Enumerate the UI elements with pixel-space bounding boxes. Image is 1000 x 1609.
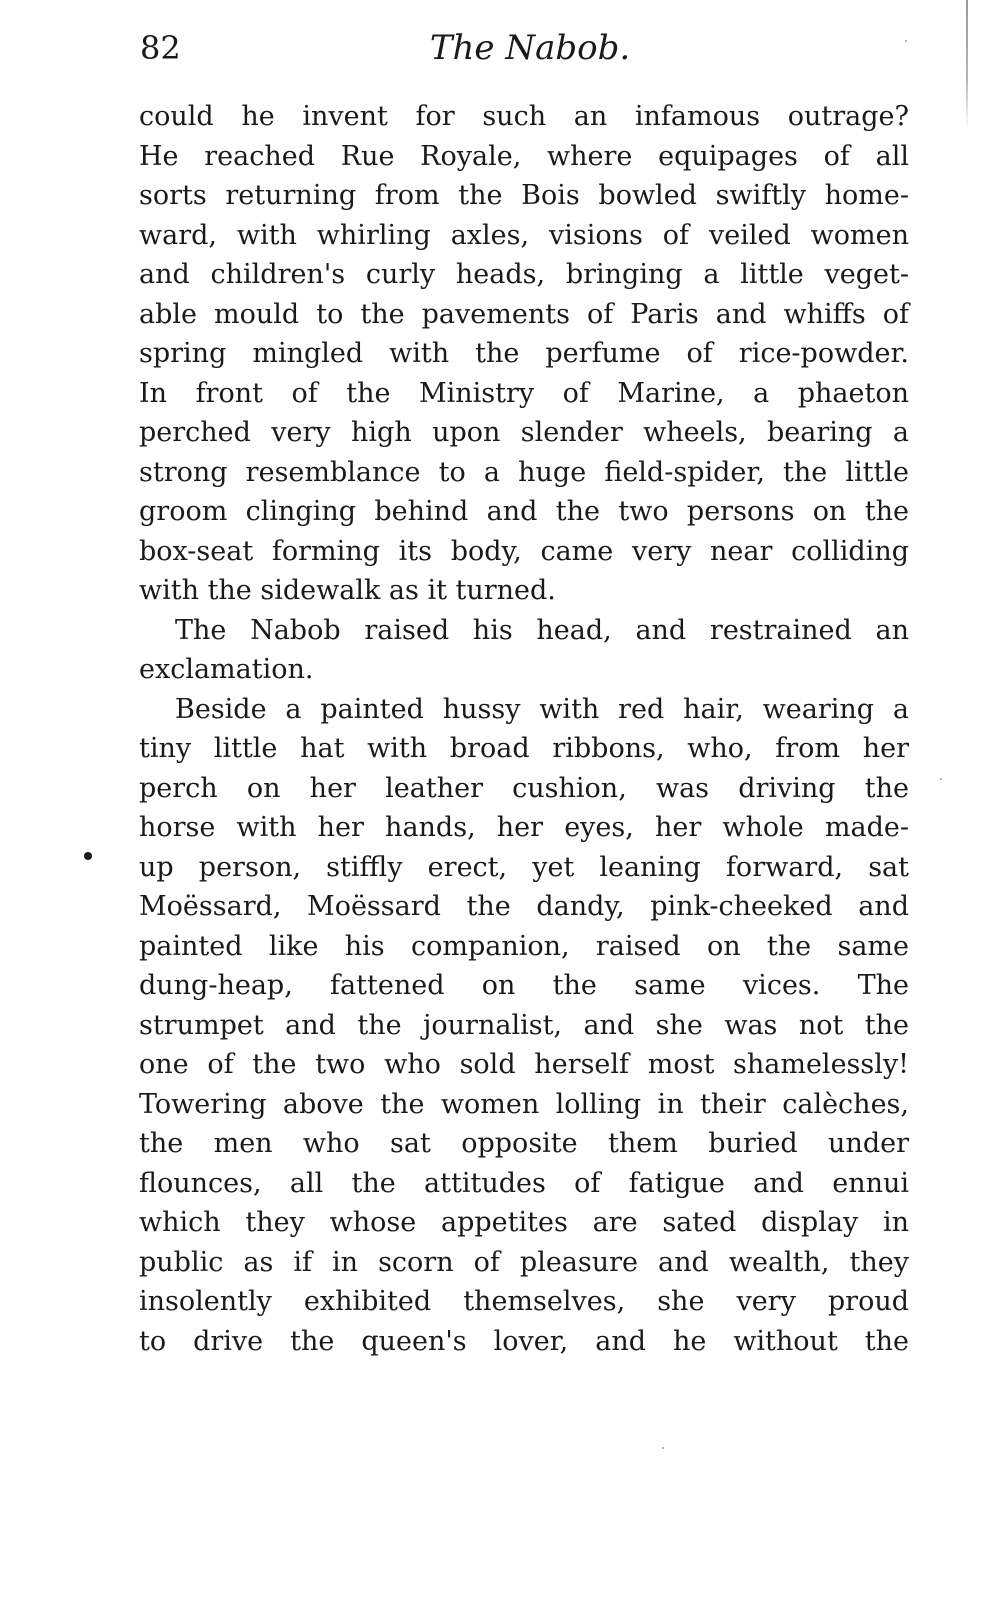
page-number: 82 (140, 29, 181, 67)
text-line: ward, with whirling axles, visions of veiled women (139, 219, 909, 251)
text-line: tiny little hat with broad ribbons, who, from her (139, 733, 909, 764)
text-line: perched very high upon slender wheels, bearing a (139, 417, 909, 448)
text-line: Beside a painted hussy with red hair, wearing a (175, 693, 909, 725)
text-line: flounces, all the attitudes of fatigue and ennui (139, 1167, 909, 1199)
text-line: perch on her leather cushion, was driving the (139, 772, 909, 804)
text-line: which they whose appetites are sated display in (139, 1207, 909, 1238)
text-line: Towering above the women lolling in their calèches, (139, 1088, 909, 1120)
body-text (139, 97, 909, 1361)
running-title: The Nabob. (429, 28, 631, 68)
text-line: could he invent for such an infamous outrage? (139, 101, 909, 132)
margin-bullet-mark (84, 852, 92, 860)
text-line: and children's curly heads, bringing a little veget- (139, 259, 909, 290)
text-line: groom clinging behind and the two persons on the (139, 496, 909, 527)
text-line: insolently exhibited themselves, she very proud (139, 1286, 909, 1317)
text-line: box-seat forming its body, came very near colliding (139, 535, 909, 567)
text-line: horse with her hands, her eyes, her whole made- (139, 812, 909, 843)
scan-speck (940, 778, 942, 780)
text-line: exclamation. (139, 654, 314, 685)
scan-edge-mark (966, 0, 968, 130)
text-line: able mould to the pavements of Paris and whiffs of (139, 298, 909, 330)
text-line: the men who sat opposite them buried under (139, 1128, 909, 1159)
text-line: The Nabob raised his head, and restrained an (175, 614, 909, 646)
text-line: with the sidewalk as it turned. (139, 575, 556, 606)
text-line: strumpet and the journalist, and she was not the (139, 1009, 909, 1041)
page-header (140, 28, 920, 76)
text-line: spring mingled with the perfume of rice-powder. (139, 338, 909, 369)
text-line: up person, stiffly erect, yet leaning forward, sat (139, 851, 909, 883)
text-line: to drive the queen's lover, and he without the (139, 1325, 909, 1357)
text-line: sorts returning from the Bois bowled swiftly home- (139, 180, 909, 211)
text-line: public as if in scorn of pleasure and wealth, they (139, 1246, 909, 1278)
text-line: Moëssard, Moëssard the dandy, pink-cheeked and (139, 891, 909, 922)
scan-speck (662, 1447, 664, 1449)
text-line: dung-heap, fattened on the same vices. The (139, 970, 909, 1001)
text-line: In front of the Ministry of Marine, a phaeton (139, 377, 909, 409)
text-line: one of the two who sold herself most shamelessly! (139, 1049, 909, 1080)
text-line: He reached Rue Royale, where equipages of all (139, 140, 909, 172)
text-line: painted like his companion, raised on the same (139, 930, 909, 962)
text-line: strong resemblance to a huge field-spider, the little (139, 456, 909, 488)
